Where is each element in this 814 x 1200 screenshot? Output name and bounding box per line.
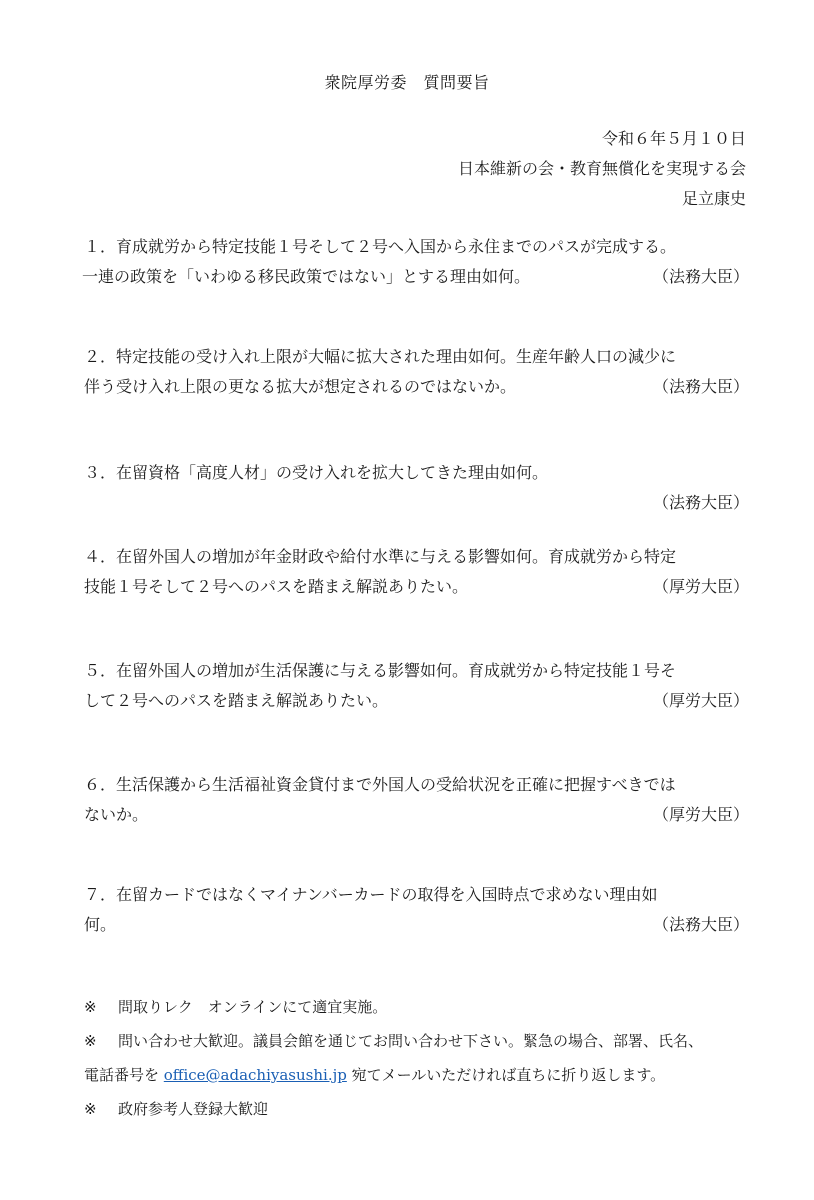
reference-mark: ※ [84,998,97,1016]
question-3 [84,458,749,512]
question-7-line-1: ７．在留カードではなくマイナンバーカードの取得を入国時点で求めない理由如 [84,885,658,904]
note-3 [84,1092,749,1126]
question-1-line-2 [82,262,749,292]
question-7-minister: （法務大臣） [652,915,749,934]
question-1-line-2-text: 一連の政策を「いわゆる移民政策ではない」とする理由如何。 [82,267,531,286]
note-2-text-post: 宛てメールいただければ直ちに折り返します。 [346,1066,666,1084]
question-1-minister: （法務大臣） [652,267,749,286]
question-6-line-2-text: ないか。 [84,805,149,824]
question-5 [84,656,749,716]
question-4-line-2-text: 技能１号そして２号へのパスを踏まえ解説ありたい。 [84,577,469,596]
reference-mark: ※ [84,1100,97,1118]
question-6-line-1: ６．生活保護から生活福祉資金貸付まで外国人の受給状況を正確に把握すべきでは [84,775,676,794]
question-2-line-1: ２．特定技能の受け入れ上限が大幅に拡大された理由如何。生産年齢人口の減少に [84,347,677,366]
note-1 [84,990,749,1024]
question-4-line-1: ４．在留外国人の増加が年金財政や給付水準に与える影響如何。育成就労から特定 [84,547,677,566]
question-5-line-2 [84,686,749,716]
question-5-line-2-text: して２号へのパスを踏まえ解説ありたい。 [84,691,389,710]
question-7 [84,880,749,940]
question-3-minister: （法務大臣） [652,493,749,512]
document-date: 令和６年５月１０日 [601,129,746,148]
note-2-continuation [84,1058,749,1092]
question-2-line-2-text: 伴う受け入れ上限の更なる拡大が想定されるのではないか。 [84,377,517,396]
question-2-line-2 [84,372,749,402]
question-5-line-1: ５．在留外国人の増加が生活保護に与える影響如何。育成就労から特定技能１号そ [84,661,677,680]
question-7-line-2-text: 何。 [84,915,117,934]
question-5-minister: （厚労大臣） [652,691,749,710]
question-4 [84,542,749,602]
question-6-minister: （厚労大臣） [652,805,749,824]
note-2-text-pre: 電話番号を [84,1066,164,1084]
question-3-line-1: ３．在留資格「高度人材」の受け入れを拡大してきた理由如何。 [84,463,549,482]
party-name: 日本維新の会・教育無償化を実現する会 [457,159,746,178]
notes-section [84,990,749,1126]
question-1 [84,232,749,292]
question-7-line-2 [84,910,749,940]
question-2 [84,342,749,402]
question-6 [84,770,749,830]
note-2-text-line-1: 問い合わせ大歓迎。議員会館を通じてお問い合わせ下さい。緊急の場合、部署、氏名、 [118,1032,704,1050]
author-name: 足立康史 [681,189,746,208]
question-1-line-1: １．育成就労から特定技能１号そして２号へ入国から永住までのパスが完成する。 [84,237,677,256]
note-1-text: 問取りレク オンラインにて適宜実施。 [118,998,388,1016]
note-3-text: 政府参考人登録大歓迎 [118,1100,269,1118]
email-link[interactable]: office@adachiyasushi.jp [163,1066,347,1084]
question-4-line-2 [84,572,749,602]
note-2 [84,1024,749,1058]
question-4-minister: （厚労大臣） [652,577,749,596]
question-6-line-2 [84,800,749,830]
document-title: 衆院厚労委 質問要旨 [324,73,490,92]
question-2-minister: （法務大臣） [652,377,749,396]
reference-mark: ※ [84,1032,97,1050]
